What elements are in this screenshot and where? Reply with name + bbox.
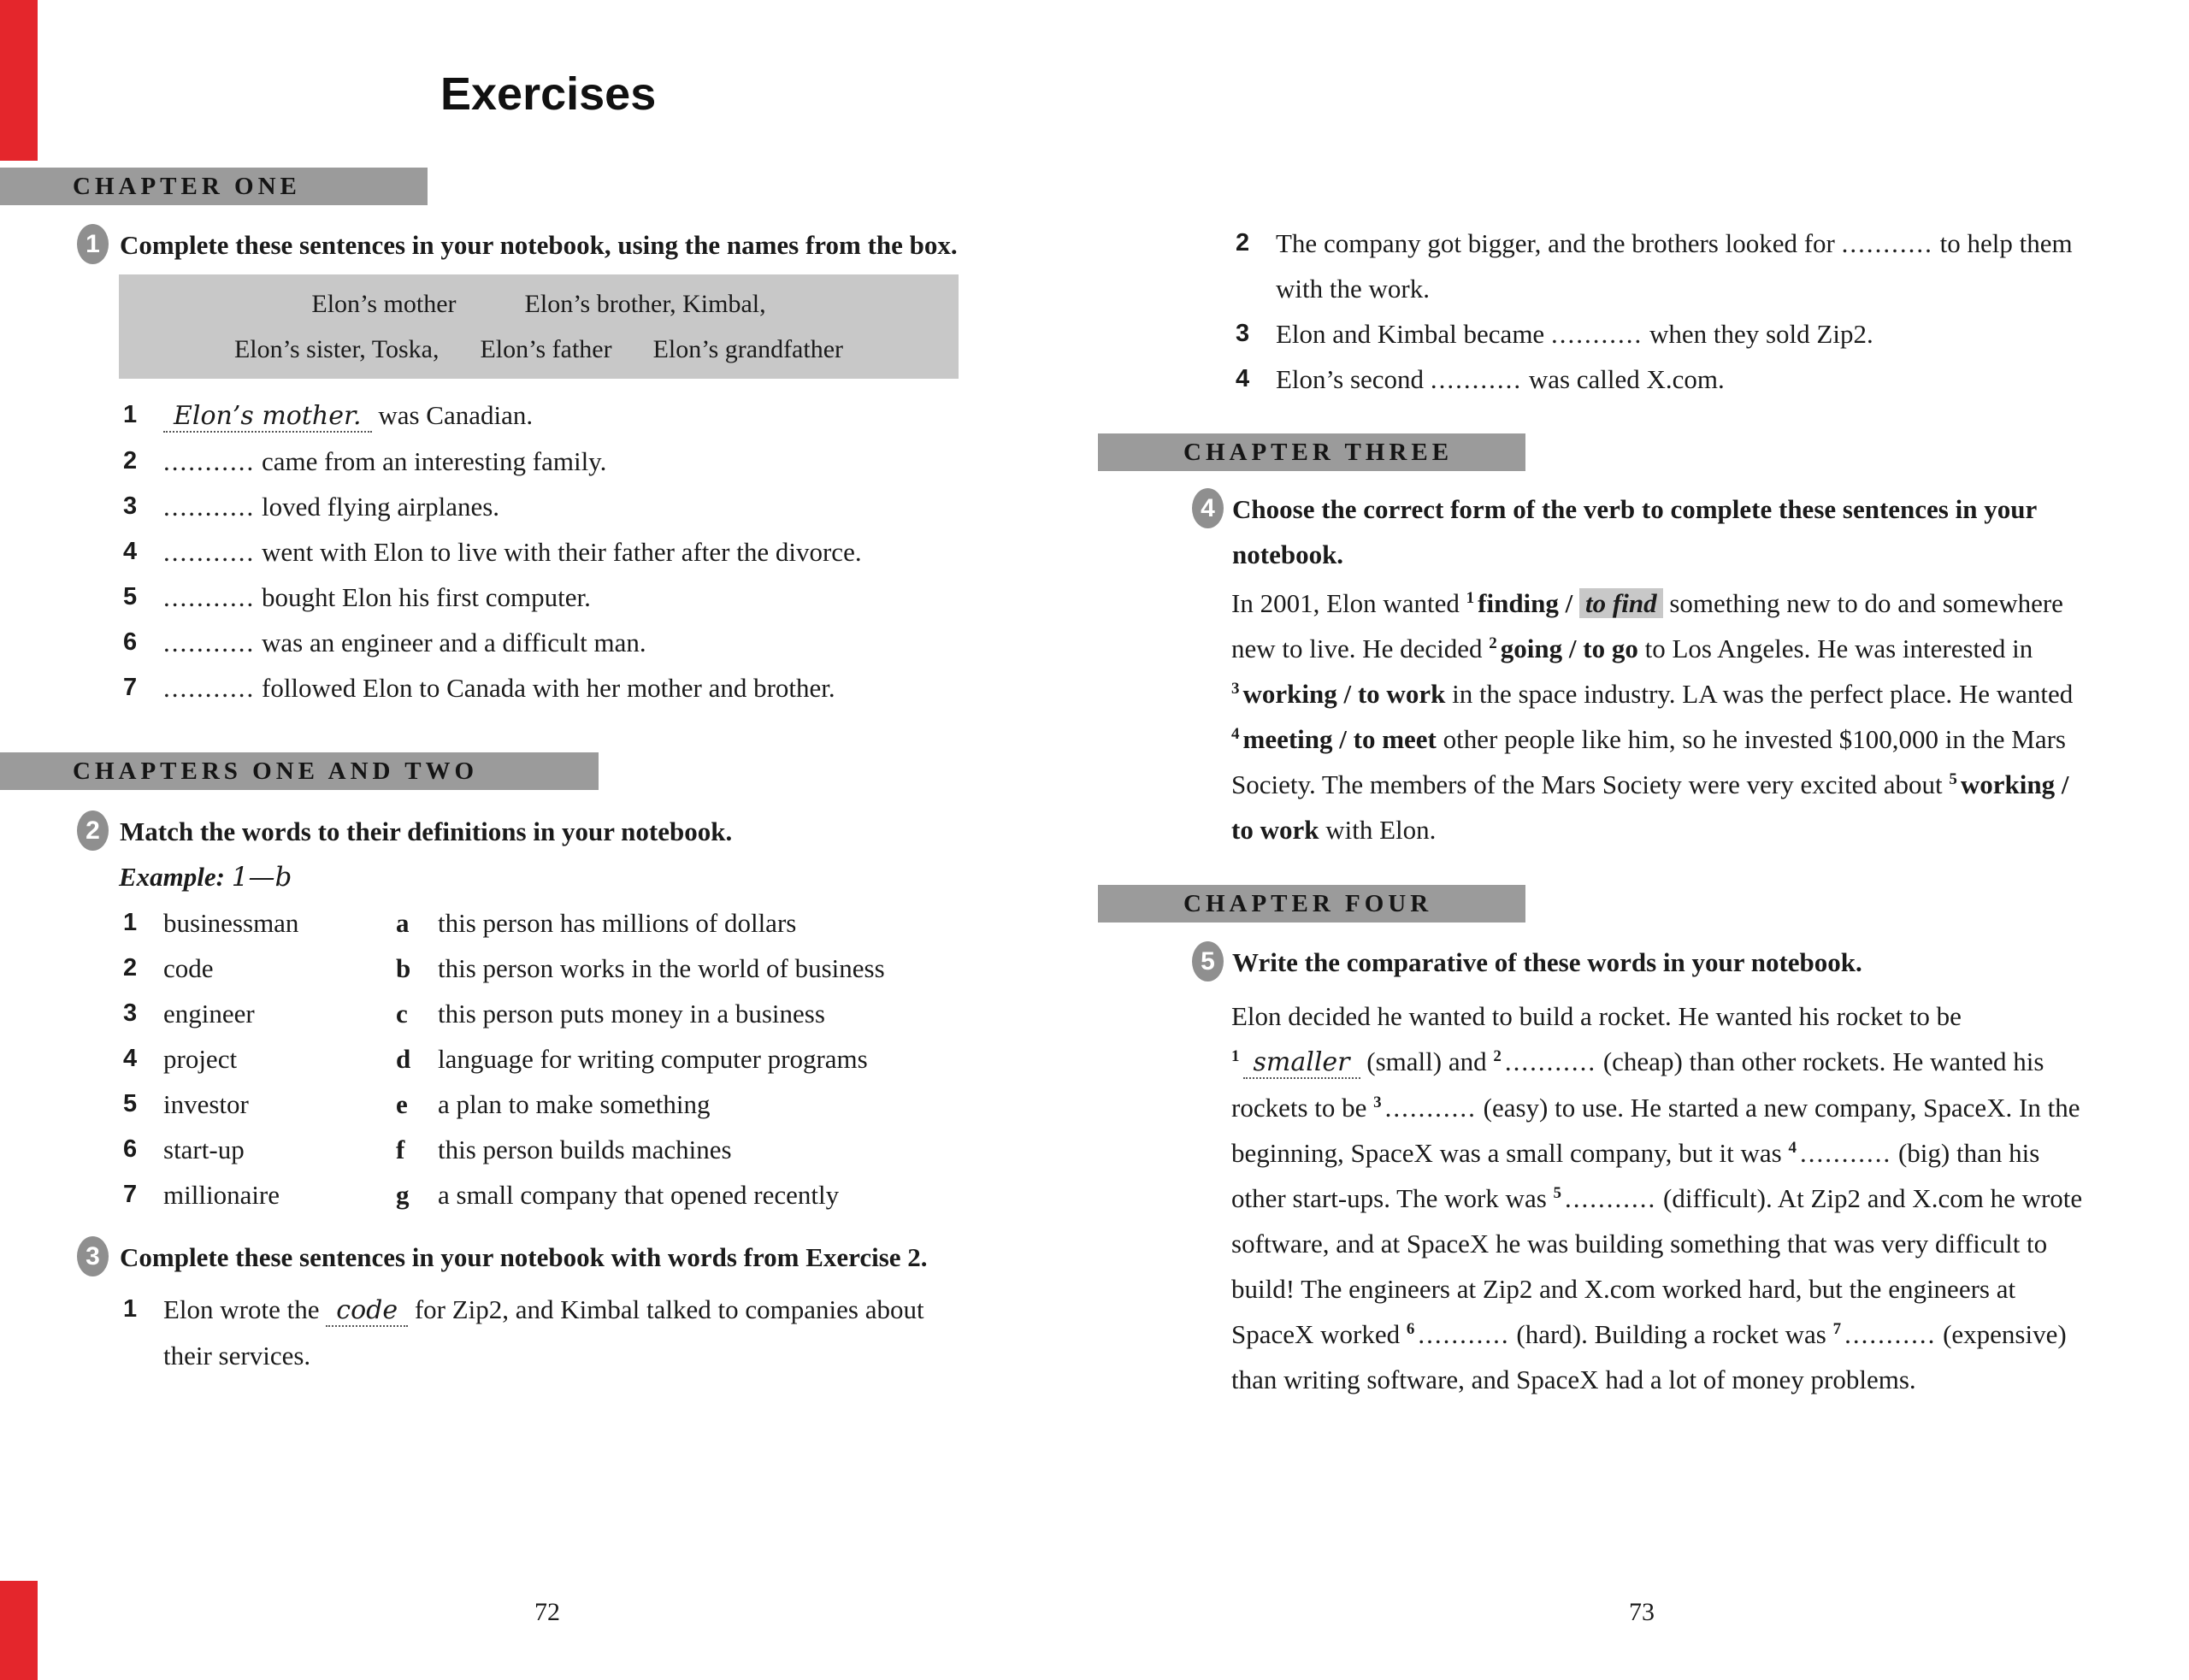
item-text: ........... followed Elon to Canada with her mother and brother. [163,673,835,703]
match-definition: this person has millions of dollars [438,908,797,938]
names-box-item: Elon’s father [480,335,612,363]
match-letter: d [396,1044,411,1074]
item-number: 4 [1236,365,1250,392]
exercise-5 [1094,940,2189,1402]
item-text: Elon’s second ........... was called X.com. [1276,364,1725,394]
item-number: 6 [123,628,138,656]
item-text: ........... was an engineer and a difficult man. [163,628,646,657]
match-letter: c [396,999,408,1029]
exercise-4-instruction: Choose the correct form of the verb to complete these sentences in your notebook. [1232,494,2037,569]
match-number: 4 [123,1045,138,1072]
item-text: Elon and Kimbal became ........... when they sold Zip2. [1276,319,1873,349]
match-definition: language for writing computer programs [438,1044,868,1074]
item-number: 3 [1236,320,1250,347]
item-number: 3 [123,492,138,520]
list-item [1236,221,2189,311]
match-letter: g [396,1180,410,1210]
chapter-three-label: CHAPTER THREE [1183,438,1454,466]
item-text: Elon wrote the code for Zip2, and Kimbal talked to companies about their services. [163,1294,924,1371]
page-title: Exercises [440,68,657,120]
match-table [123,900,1094,1217]
match-number: 7 [123,1181,138,1208]
page-number-right: 73 [1629,1598,1655,1626]
match-letter: b [396,953,411,983]
exercise-4 [1094,486,2189,852]
item-number: 1 [123,1295,138,1323]
list-item [123,529,1094,575]
match-word: start-up [163,1135,245,1164]
page-73 [1094,0,2189,1680]
item-number: 1 [123,401,138,428]
exercise-1-badge: 1 [77,224,109,264]
match-definition: this person builds machines [438,1135,732,1164]
example-value: 1—b [231,862,292,893]
exercise-5-paragraph: Elon decided he wanted to build a rocket. He wanted his rocket to be $^1$ smaller (small) and $^2$ ........... (cheap) than other rockets. He wanted his rockets to be $^3$ ........... (easy) to use. He started a new company, SpaceX. In the beginning, SpaceX was a small company, but it was $^4$ ........... (big) than his other start-ups. The work was $^5$ ........... (difficult). At Zip2 and X.com he wrote software, and at SpaceX he was building something that was very difficult to build! The engineers at Zip2 and X.com worked hard, but the engineers at SpaceX worked $^6$ ........... (hard). Building a rocket was $^7$ ........... (expensive) than writing software, and SpaceX had a lot of money problems. [1231,1001,2083,1394]
exercise-1-instruction: Complete these sentences in your notebook, using the names from the box. [120,230,958,260]
exercise-1 [0,222,1094,710]
list-item [123,392,1094,439]
exercise-4-paragraph: In 2001, Elon wanted $^1$ finding / to find something new to do and somewhere new to live. He decided $^2$ going / to go to Los Angeles. He was interested in $^3$ working / to work in the space industry. LA was the perfect place. He wanted $^4$ meeting / to meet other people like him, so he invested $100,000 in the Mars Society. The members of the Mars Society were very excited about $^5$ working / to work with Elon. [1231,588,2074,845]
page-72 [0,0,1094,1680]
list-item [123,620,1094,665]
match-word: project [163,1044,238,1074]
match-definition: this person puts money in a business [438,999,825,1029]
item-text: ........... bought Elon his first computer. [163,582,591,612]
match-letter: f [396,1135,405,1164]
page-number-left: 72 [534,1598,560,1626]
match-word: millionaire [163,1180,280,1210]
match-word: investor [163,1089,249,1119]
list-item [123,1287,1094,1378]
exercise-3-continued-items [1236,221,2189,402]
item-number: 2 [1236,229,1250,256]
match-definition: a small company that opened recently [438,1180,840,1210]
match-definition: a plan to make something [438,1089,711,1119]
item-text: Elon’s mother. was Canadian. [163,392,971,439]
names-box [119,274,959,379]
match-word: businessman [163,908,299,938]
chapter-three-bar [1098,433,1525,471]
item-text: ........... loved flying airplanes. [163,492,500,522]
item-text: The company got bigger, and the brothers looked for ........... to help them with the work. [1276,228,2073,304]
exercise-3-items [123,1287,1094,1378]
exercise-2 [0,809,1094,1217]
list-item [123,484,1094,529]
match-number: 5 [123,1090,138,1117]
list-item [123,439,1094,484]
names-box-item: Elon’s sister, Toska, [233,335,440,363]
exercise-5-instruction: Write the comparative of these words in your notebook. [1232,947,1862,977]
list-item [1236,357,2189,402]
match-letter: a [396,908,410,938]
item-number: 4 [123,538,138,565]
item-number: 5 [123,583,138,610]
exercise-4-badge: 4 [1192,488,1224,528]
match-word: engineer [163,999,255,1029]
exercise-1-items [123,392,1094,710]
item-text: ........... came from an interesting family. [163,446,607,476]
example-label: Example: [119,862,225,892]
match-definition: this person works in the world of business [438,953,885,983]
list-item [1236,311,2189,357]
exercise-3 [0,1235,1094,1378]
match-number: 3 [123,999,138,1027]
exercise-2-badge: 2 [77,811,109,851]
match-number: 6 [123,1135,138,1163]
match-number: 2 [123,954,138,981]
item-number: 2 [123,447,138,475]
chapter-four-bar [1098,885,1525,923]
list-item [123,575,1094,620]
match-letter: e [396,1089,408,1119]
item-number: 7 [123,674,138,701]
match-word: code [163,953,214,983]
chapters-one-and-two-bar [0,752,599,790]
exercise-2-instruction: Match the words to their definitions in your notebook. [120,816,733,846]
chapter-one-label: CHAPTER ONE [73,172,301,200]
exercise-3-badge: 3 [77,1236,109,1276]
names-box-item: Elon’s mother [311,290,457,318]
chapters-one-and-two-label: CHAPTERS ONE AND TWO [73,757,479,785]
chapter-four-label: CHAPTER FOUR [1183,889,1433,917]
list-item [123,665,1094,710]
item-text: ........... went with Elon to live with their father after the divorce. [163,537,862,567]
names-box-item: Elon’s grandfather [652,335,844,363]
exercise-3-instruction: Complete these sentences in your notebook with words from Exercise 2. [120,1242,928,1272]
match-number: 1 [123,909,138,936]
names-box-item: Elon’s brother, Kimbal, [524,290,766,318]
exercise-5-badge: 5 [1192,941,1224,981]
chapter-one-bar [0,168,428,205]
example-line [119,854,1094,900]
